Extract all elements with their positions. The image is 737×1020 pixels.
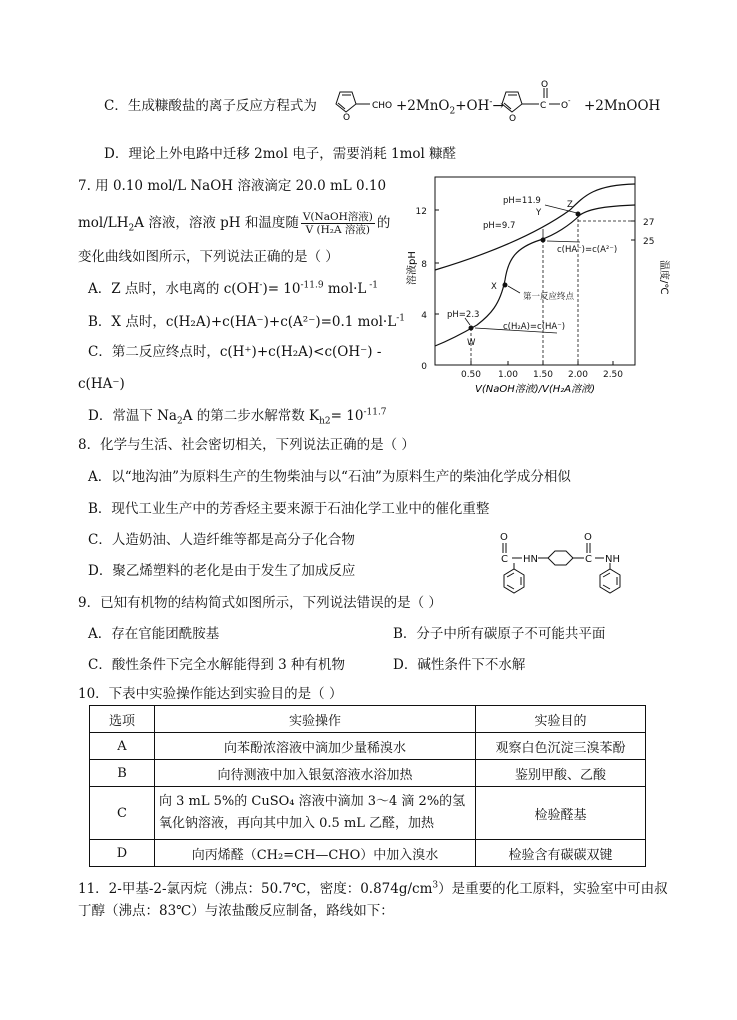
left-tick-4: 4 bbox=[421, 311, 427, 321]
x-axis-label: V(NaOH溶液)/V(H₂A溶液) bbox=[474, 384, 596, 395]
q10-stem: 10．下表中实验操作能达到实验目的是（ ） bbox=[78, 686, 343, 702]
y-axis-label-left: 溶液pH bbox=[407, 251, 418, 285]
q7-option-a: A．Z 点时，水电离的 $c(OH^-)= 10^{-11.9}$ mol·L $^{-1}$ bbox=[88, 280, 379, 297]
point-x bbox=[503, 283, 508, 288]
q9-stem: 9．已知有机物的结构简式如图所示，下列说法错误的是（ ） bbox=[78, 595, 442, 611]
titration-chart bbox=[405, 170, 670, 402]
header-goal: 实验目的 bbox=[476, 706, 646, 733]
q6-option-d: D．理论上外电路中迁移 2mol 电子，需要消耗 1mol 糠醛 bbox=[104, 146, 457, 162]
table-row: C 向 3 mL 5%的 CuSO₄ 溶液中滴加 3～4 滴 2%的氢氧化钠溶液，再向其中加入 0.5 mL 乙醛，加热 检验醛基 bbox=[90, 787, 646, 840]
y-axis-label-right: 温度/℃ bbox=[658, 260, 669, 295]
left-tick-8: 8 bbox=[421, 260, 427, 270]
q6-c-mid: +2MnO$_2$+OH-→ bbox=[396, 97, 504, 117]
point-y bbox=[541, 238, 546, 243]
volume-ratio-fraction: $\frac{\text{V(NaOH溶液)}}{\text{V (H₂A 溶液)}}$ bbox=[302, 211, 373, 236]
q7-option-b: B．X 点时，c(H₂A)+c(HA⁻)+c(A²⁻)=0.1 $mol\cdot L^{-1}$ bbox=[88, 313, 405, 330]
x-tick-150: 1.50 bbox=[532, 370, 554, 380]
point-z bbox=[576, 212, 581, 217]
q11-line2: 丁醇（沸点：83℃）与浓盐酸反应制备，路线如下： bbox=[78, 903, 394, 919]
q7-line2: mol/$LH_2A$ 溶液，溶液 pH 和温度随 $\frac{\text{V(NaOH溶液)}}{\text{V (H₂A 溶液)}}$ 的 bbox=[78, 211, 391, 236]
label-x: X bbox=[491, 282, 497, 292]
label-end1: 第一反应终点 bbox=[523, 292, 575, 302]
label-w: W bbox=[467, 338, 476, 348]
left-tick-0: 0 bbox=[421, 362, 427, 372]
x-tick-250: 2.50 bbox=[602, 370, 624, 380]
q6-c-prefix: C．生成糠酸盐的离子反应方程式为 bbox=[104, 98, 317, 114]
atom-o2: O bbox=[584, 532, 592, 543]
table-row: B 向待测液中加入银氨溶液水浴加热 鉴别甲酸、乙酸 bbox=[90, 760, 646, 787]
q8-option-a: A．以“地沟油”为原料生产的生物柴油与以“石油”为原料生产的柴油化学成分相似 bbox=[88, 469, 571, 485]
svg-text:C: C bbox=[540, 101, 547, 111]
q7-line1: 7. 用 0.10 mol/L NaOH 溶液滴定 20.0 mL 0.10 bbox=[78, 178, 387, 194]
q6-c-suffix: +2MnOOH bbox=[584, 98, 661, 114]
q8-option-d: D．聚乙烯塑料的老化是由于发生了加成反应 bbox=[88, 563, 356, 579]
x-tick-100: 1.00 bbox=[497, 370, 519, 380]
q9-option-c: C．酸性条件下完全水解能得到 3 种有机物 bbox=[88, 657, 346, 673]
header-option: 选项 bbox=[90, 706, 155, 733]
table-row: A 向苯酚浓溶液中滴加少量稀溴水 观察白色沉淀三溴苯酚 bbox=[90, 733, 646, 760]
q7-option-c: C．第二反应终点时，c(H⁺)+c(H₂A)<c(OH⁻) - bbox=[88, 344, 382, 360]
point-w bbox=[469, 326, 474, 331]
svg-text:O: O bbox=[343, 113, 351, 123]
q7-option-d: D．常温下 $Na_2A$ 的第二步水解常数 $K_{h2}= 10^{-11.7}$ bbox=[88, 407, 387, 427]
q11-line1: 11．2-甲基-2-氯丙烷（沸点：50.7℃，密度：$0.874g/cm^3$）是重要的化工原料，实验室中可由叔 bbox=[78, 880, 668, 897]
q9-option-d: D．碱性条件下不水解 bbox=[393, 657, 526, 673]
q9-option-b: B．分子中所有碳原子不可能共平面 bbox=[393, 626, 606, 642]
q7-line3: 变化曲线如图所示，下列说法正确的是（ ） bbox=[78, 249, 339, 265]
atom-c2: C bbox=[585, 554, 592, 565]
label-ph97: pH=9.7 bbox=[483, 221, 516, 231]
table-row: D 向丙烯醛（CH₂=CH—CHO）中加入溴水 检验含有碳碳双键 bbox=[90, 840, 646, 867]
label-ph23: pH=2.3 bbox=[447, 310, 480, 320]
svg-text:O: O bbox=[561, 101, 569, 111]
atom-c1: C bbox=[501, 554, 508, 565]
atom-nh: NH bbox=[605, 554, 620, 565]
atom-o1: O bbox=[500, 532, 508, 543]
header-operation: 实验操作 bbox=[155, 706, 476, 733]
label-eq1: c(HA⁻)=c(A²⁻) bbox=[557, 245, 618, 255]
amide-structure bbox=[486, 527, 646, 607]
q8-stem: 8．化学与生活、社会密切相关，下列说法正确的是（ ） bbox=[78, 437, 415, 453]
x-tick-200: 2.00 bbox=[567, 370, 589, 380]
label-z: Z bbox=[567, 200, 573, 210]
table-header-row bbox=[90, 706, 646, 733]
left-tick-12: 12 bbox=[415, 207, 427, 217]
cho-label: CHO bbox=[372, 101, 393, 111]
experiment-table bbox=[89, 705, 646, 867]
atom-hn: HN bbox=[523, 554, 538, 565]
q8-option-c: C．人造奶油、人造纤维等都是高分子化合物 bbox=[88, 532, 355, 548]
svg-text:O: O bbox=[541, 80, 549, 90]
label-y: Y bbox=[536, 208, 542, 218]
svg-text:-: - bbox=[568, 97, 571, 105]
x-tick-050: 0.50 bbox=[460, 370, 482, 380]
label-ph119: pH=11.9 bbox=[503, 196, 541, 206]
right-tick-27: 27 bbox=[643, 218, 655, 228]
right-tick-25: 25 bbox=[643, 237, 655, 247]
q6-option-c bbox=[104, 97, 317, 115]
svg-text:O: O bbox=[509, 114, 517, 124]
q7-option-c2: c(HA⁻) bbox=[78, 376, 125, 392]
q8-option-b: B．现代工业生产中的芳香烃主要来源于石油化学工业中的催化重整 bbox=[88, 501, 490, 517]
furoate-structure bbox=[494, 80, 584, 124]
furfural-structure bbox=[326, 86, 396, 124]
label-eq2: c(H₂A)=c(HA⁻) bbox=[503, 322, 566, 332]
q9-option-a: A．存在官能团酰胺基 bbox=[88, 626, 220, 642]
